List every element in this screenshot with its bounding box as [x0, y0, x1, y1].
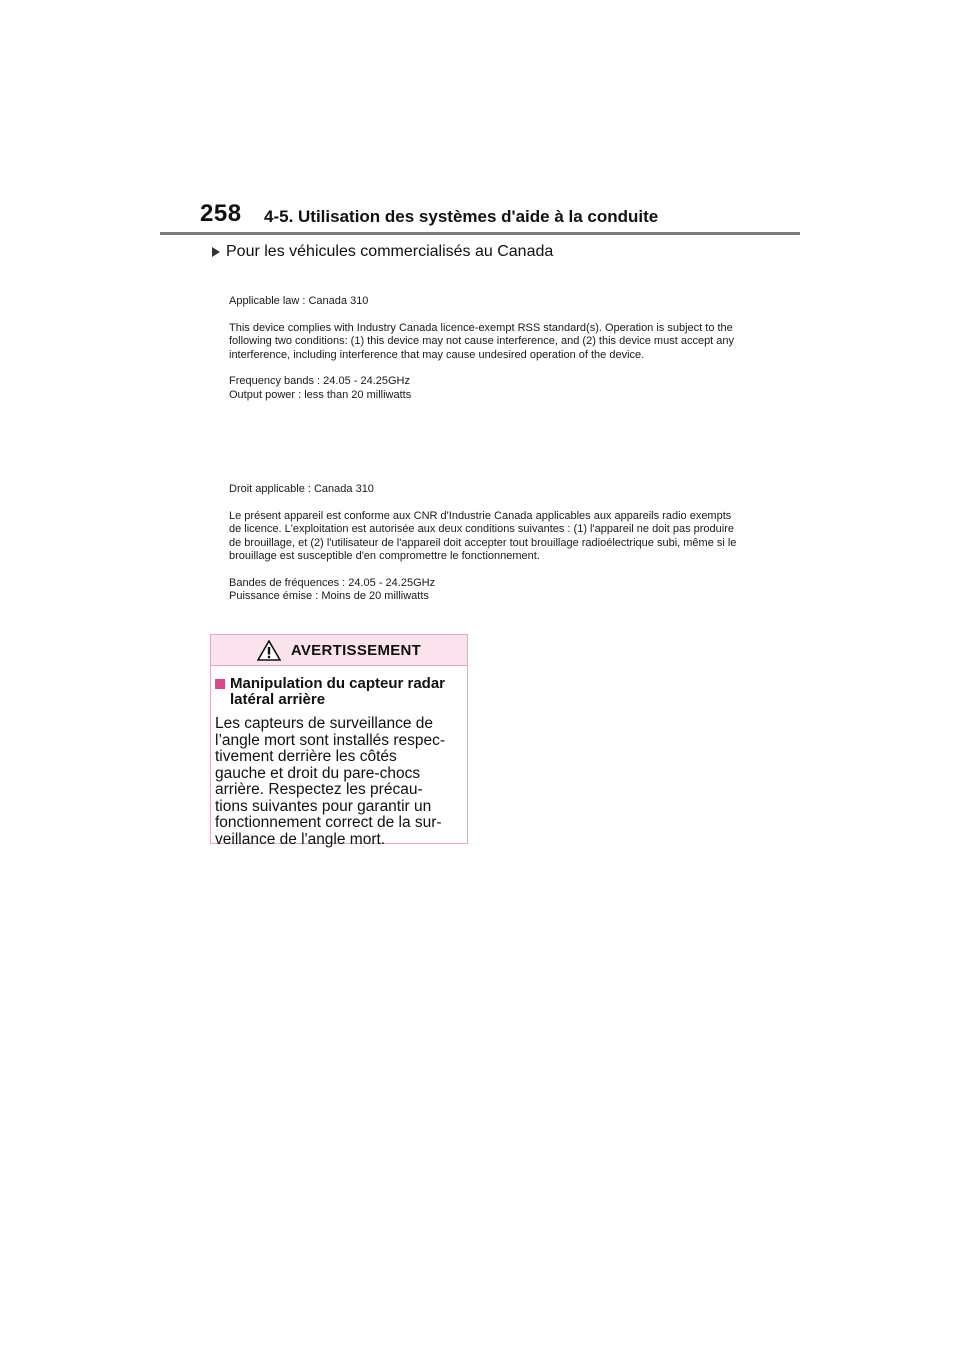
english-frequency: Frequency bands : 24.05 - 24.25GHz [229, 375, 410, 387]
warning-subtitle: Manipulation du capteur radar latéral arrière [230, 675, 446, 708]
header-rule [160, 232, 800, 235]
warning-body: Les capteurs de surveillance de l’angle mort sont installés respec- tivement derrière les côtés gauche et droit du pare-chocs arrière. Respectez les précau- tions suivantes pour garantir un fonctionnement correct de la sur- veillance de l'angle mort. [215, 715, 446, 848]
english-power: Output power : less than 20 milliwatts [229, 388, 412, 401]
english-law: Applicable law : Canada 310 [229, 295, 369, 307]
french-compliance: Le présent appareil est conforme aux CNR d'Industrie Canada applicables aux appareils radio exempts de licence. L'exploitation est autorisée aux deux conditions suivantes : (1) l'appareil ne doit pas produire de brouillage, et (2) l'utilisateur de l'appareil doit accepter tout brouillage radioélectrique subi, même si le brouillage est susceptible d'en compromettre le fonctionnement. [229, 509, 737, 562]
subheading [212, 243, 553, 261]
french-notice [229, 483, 739, 604]
french-frequency: Bandes de fréquences : 24.05 - 24.25GHz [229, 576, 436, 589]
subheading-text: Pour les véhicules commercialisés au Canada [226, 243, 554, 260]
english-compliance: This device complies with Industry Canada licence-exempt RSS standard(s). Operation is subject to the following two conditions: (1) this device may not cause interference, and (2) this device must accept any interference, including interference that may cause undesired operation of the device. [229, 321, 735, 361]
warning-triangle-icon [257, 640, 281, 661]
french-power: Puissance émise : Moins de 20 milliwatts [229, 590, 429, 602]
warning-header [211, 635, 467, 666]
english-notice [229, 295, 739, 402]
square-bullet-icon [215, 679, 225, 689]
french-law: Droit applicable : Canada 310 [229, 483, 374, 495]
warning-subtitle-row [215, 676, 467, 708]
section-title: 4-5. Utilisation des systèmes d'aide à la conduite [264, 207, 659, 226]
warning-box [210, 634, 468, 848]
warning-title: AVERTISSEMENT [290, 641, 422, 659]
triangle-bullet-icon [212, 247, 220, 257]
page-number: 258 [200, 200, 242, 227]
